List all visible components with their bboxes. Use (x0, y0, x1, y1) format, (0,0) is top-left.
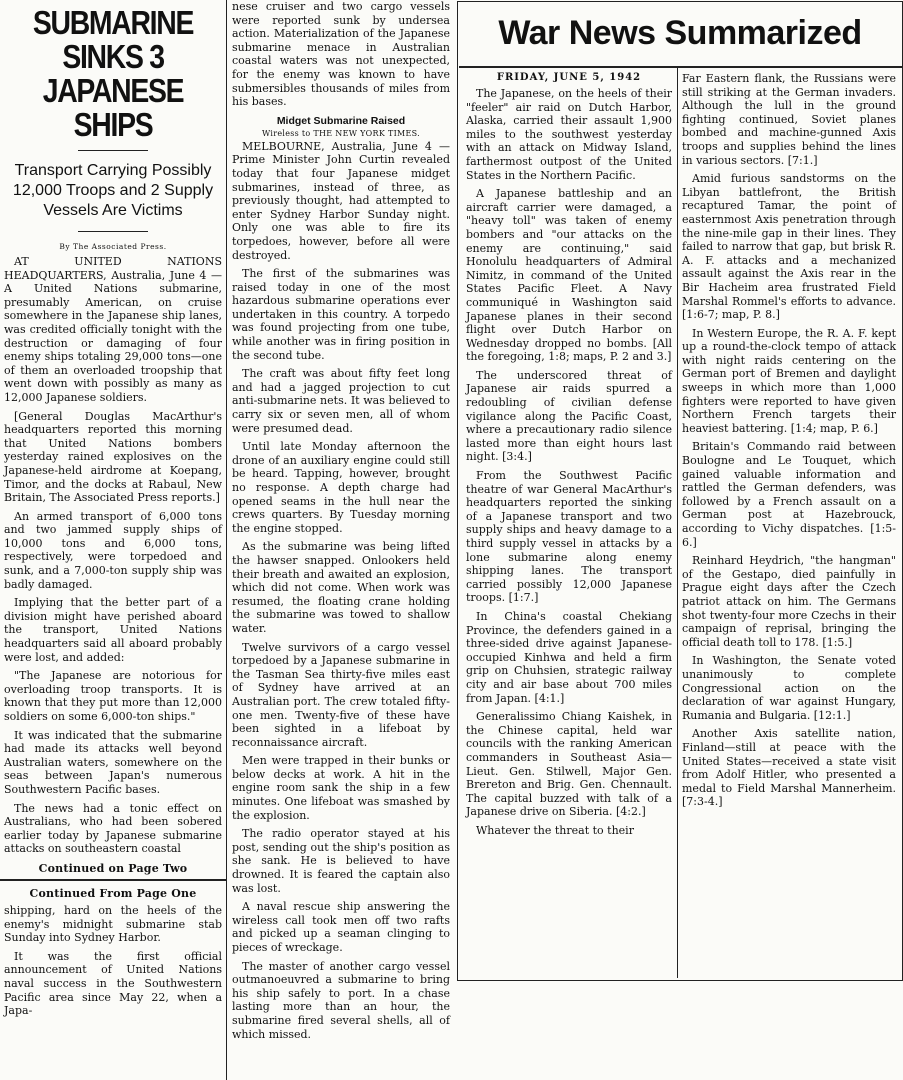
paragraph: Men were trapped in their bunks or below decks at work. A hit in the engine room sank the ship in a few minutes. One lifeboat was smashed by the explosion. (232, 754, 450, 822)
paragraph: Twelve survivors of a cargo vessel torpedoed by a Japanese submarine in the Tasman Sea thirty-five miles east of Sydney have arrived at an Australian port. The crew totaled fifty-one men. Twenty-five of these have been sighted in a lifeboat by reconnaissance aircraft. (232, 640, 450, 749)
continued-from-label: Continued From Page One (29, 886, 197, 900)
divider (78, 231, 148, 232)
paragraph: Amid furious sandstorms on the Libyan battlefront, the British recaptured Tamar, the point of easternmost Axis penetration through the nine-mile gap in their lines. They failed to narrow that gap, but brisk R. A. F. attacks and a mechanized assault against the Axis rear in the Bir Hacheim area frustrated Field Marshal Rommel's efforts to advance. [1:6-7; map, P. 8.] (682, 172, 896, 322)
main-headline: SUBMARINE SINKS 3 JAPANESE SHIPS (32, 4, 194, 143)
paragraph: "The Japanese are notorious for overloading troop transports. It is known that they put more than 12,000 soldiers on some 6,000-ton ships." (4, 669, 222, 723)
divider (0, 879, 226, 881)
summary-column-b (678, 72, 900, 978)
paragraph: From the Southwest Pacific theatre of war General MacArthur's headquarters reported the sinking of a Japanese transport and two supply ships and heavy damage to a third supply vessel in attacks by a lone submarine along enemy shipping lanes. The transport carried possibly 12,000 Japanese troops. [1:7.] (466, 469, 672, 605)
paragraph: A naval rescue ship answering the wireless call took men off two rafts and picked up a seaman clinging to pieces of wreckage. (232, 900, 450, 954)
paragraph: nese cruiser and two cargo vessels were reported sunk by undersea action. Materialization of the Japanese submarine menace in Australian coastal waters was not unexpected, for the enemy was known to have submersibles thousands of miles from his bases. (232, 0, 450, 109)
paragraph: A Japanese battleship and an aircraft carrier were damaged, a "heavy toll" was taken of enemy bombers and "our attacks on the enemy are continuing," said Honolulu headquarters of Admiral Nimitz, in command of the United States Pacific Fleet. A Navy communiqué in Washington said Japanese planes in their second flight over Dutch Harbor on Wednesday dropped no bombs. [All the foregoing, 1:8; maps, P. 2 and 3.] (466, 187, 672, 364)
summary-column-a (462, 72, 676, 978)
byline: By The Associated Press. (59, 242, 167, 251)
paragraph: MELBOURNE, Australia, June 4 —Prime Minister John Curtin revealed today that four Japanese midget submarines, instead of three, as previously thought, had attempted to enter Sydney Harbor Sunday night. Only one was able to fire its torpedoes, however, before all were destroyed. (232, 139, 450, 262)
summary-headline: War News Summarized (498, 14, 862, 52)
paragraph: As the submarine was being lifted the hawser snapped. Onlookers held their breath and awaited an explosion, which did not come. When work was resumed, the floating crane holding the submarine was towed to shallow water. (232, 540, 450, 635)
dateline: FRIDAY, JUNE 5, 1942 (496, 72, 642, 83)
paragraph: The underscored threat of Japanese air raids spurred a redoubling of civilian defense vigilance along the Pacific Coast, where a precautionary radio silence lasted more than eight hours last night. [3:4.] (466, 368, 672, 464)
paragraph: Reinhard Heydrich, "the hangman" of the Gestapo, died painfully in Prague eight days after the Czech patriot attack on him. The Germans shot twenty-four more Czechs in their campaign of reprisal, bringing the official death toll to 178. [1:5.] (682, 554, 896, 649)
paragraph: In Western Europe, the R. A. F. kept up a round-the-clock tempo of attack with night raids centering on the German port of Bremen and daylight sweeps in which more than 1,000 fighters were reported to have given Northern French targets their heaviest battering. [1:4; map, P. 6.] (682, 326, 896, 435)
paragraph: The radio operator stayed at his post, sending out the ship's position as she sank. He is believed to have drowned. It is feared the captain also was lost. (232, 827, 450, 895)
paragraph: The first of the submarines was raised today in one of the most hazardous submarine operations ever undertaken in this country. A torpedo was found projecting from one tube, while another was in firing position in the second tube. (232, 267, 450, 362)
paragraph: Generalissimo Chiang Kaishek, in the Chinese capital, held war councils with the ranking American commanders in Southeast Asia—Lieut. Gen. Stilwell, Major Gen. Brereton and Brig. Gen. Chennault. The capital buzzed with talk of a Japanese drive on Siberia. [4:2.] (466, 710, 672, 819)
paragraph: The Japanese, on the heels of their "feeler" air raid on Dutch Harbor, Alaska, carried their assault 1,900 miles to the southwest yesterday with an attack on Midway Island, farthermost outpost of the United States in the Northern Pacific. (466, 87, 672, 182)
middle-story-column (228, 0, 454, 1080)
paragraph: In China's coastal Chekiang Province, the defenders gained in a three-sided drive against Japanese-occupied Kinhwa and held a firm grip on Chuhsien, strategic railway city and air base about 700 miles from Japan. [4:1.] (466, 609, 672, 705)
continued-on-label: Continued on Page Two (38, 861, 188, 875)
sub-headline: Transport Carrying Possibly 12,000 Troops and 2 Supply Vessels Are Victims (12, 162, 214, 219)
midget-submarine-subhead: Midget Submarine Raised (276, 114, 406, 127)
paragraph: AT UNITED NATIONS HEADQUARTERS, Australia, June 4 —A United Nations submarine, presumably American, on cruise somewhere in the Japanese ship lanes, was credited officially tonight with the destruction or damaging of four enemy ships totaling 29,000 tons—one of them an overloaded troopship that went down with possibly as many as 12,000 Japanese soldiers. (4, 255, 222, 404)
divider (459, 66, 902, 68)
left-story-column (0, 0, 226, 1080)
paragraph: Implying that the better part of a division might have perished aboard the transport, United Nations headquarters said all aboard probably were lost, and added: (4, 596, 222, 664)
paragraph: Britain's Commando raid between Boulogne and Le Touquet, which gained valuable information and rattled the German defenders, was followed by a French assault on a German post at Hazebrouck, according to Vichy dispatches. [1:5-6.] (682, 440, 896, 549)
paragraph: It was the first official announcement of United Nations naval success in the Southwestern Pacific area since May 22, when a Japa- (4, 949, 222, 1018)
column-rule (226, 0, 227, 1080)
paragraph: The news had a tonic effect on Australians, who had been sobered earlier today by Japanese submarine attacks on southeastern coastal (4, 801, 222, 856)
paragraph: The master of another cargo vessel outmanoeuvred a submarine to bring his ship safely to port. In a chase lasting more than an hour, the submarine fired several shells, all of which missed. (232, 959, 450, 1041)
paragraph: shipping, hard on the heels of the enemy's midnight submarine stab Sunday into Sydney Harbor. (4, 903, 222, 945)
summary-header (460, 4, 900, 74)
paragraph: In Washington, the Senate voted unanimously to complete Congressional action on the declaration of war against Hungary, Rumania and Bulgaria. [12:1.] (682, 654, 896, 722)
paragraph: Another Axis satellite nation, Finland—still at peace with the United States—received a state visit from Adolf Hitler, who presented a medal to Field Marshal Mannerheim. [7:3-4.] (682, 727, 896, 809)
paragraph: It was indicated that the submarine had made its attacks well beyond Australian waters, somewhere on the seas between Japan's numerous Southwestern Pacific bases. (4, 728, 222, 796)
paragraph: Far Eastern flank, the Russians were still striking at the German invaders. Although the lull in the ground fighting continued, Soviet planes bombed and machine-gunned Axis troops and supplies behind the lines in various sectors. [7:1.] (682, 72, 896, 167)
credit-line: Wireless to THE NEW YORK TIMES. (261, 128, 421, 138)
paragraph: Whatever the threat to their (476, 823, 634, 837)
divider (78, 150, 148, 151)
paragraph: Until late Monday afternoon the drone of an auxiliary engine could still be heard. Tapping, however, brought no response. A depth charge had opened seams in the hull near the crews quarters. By Tuesday morning the engine stopped. (232, 440, 450, 535)
paragraph: [General Douglas MacArthur's headquarters reported this morning that United Nations bombers yesterday rained explosives on the Japanese-held airdrome at Koepang, Timor, and the docks at Rabaul, New Britain, The Associated Press reports.] (4, 409, 222, 505)
paragraph: An armed transport of 6,000 tons and two jammed supply ships of 10,000 tons and 6,000 tons, respectively, were torpedoed and sunk, and a 7,000-ton supply ship was badly damaged. (4, 509, 222, 591)
paragraph: The craft was about fifty feet long and had a jagged projection to cut anti-submarine nets. It was believed to carry six or seven men, all of whom were presumed dead. (232, 367, 450, 435)
